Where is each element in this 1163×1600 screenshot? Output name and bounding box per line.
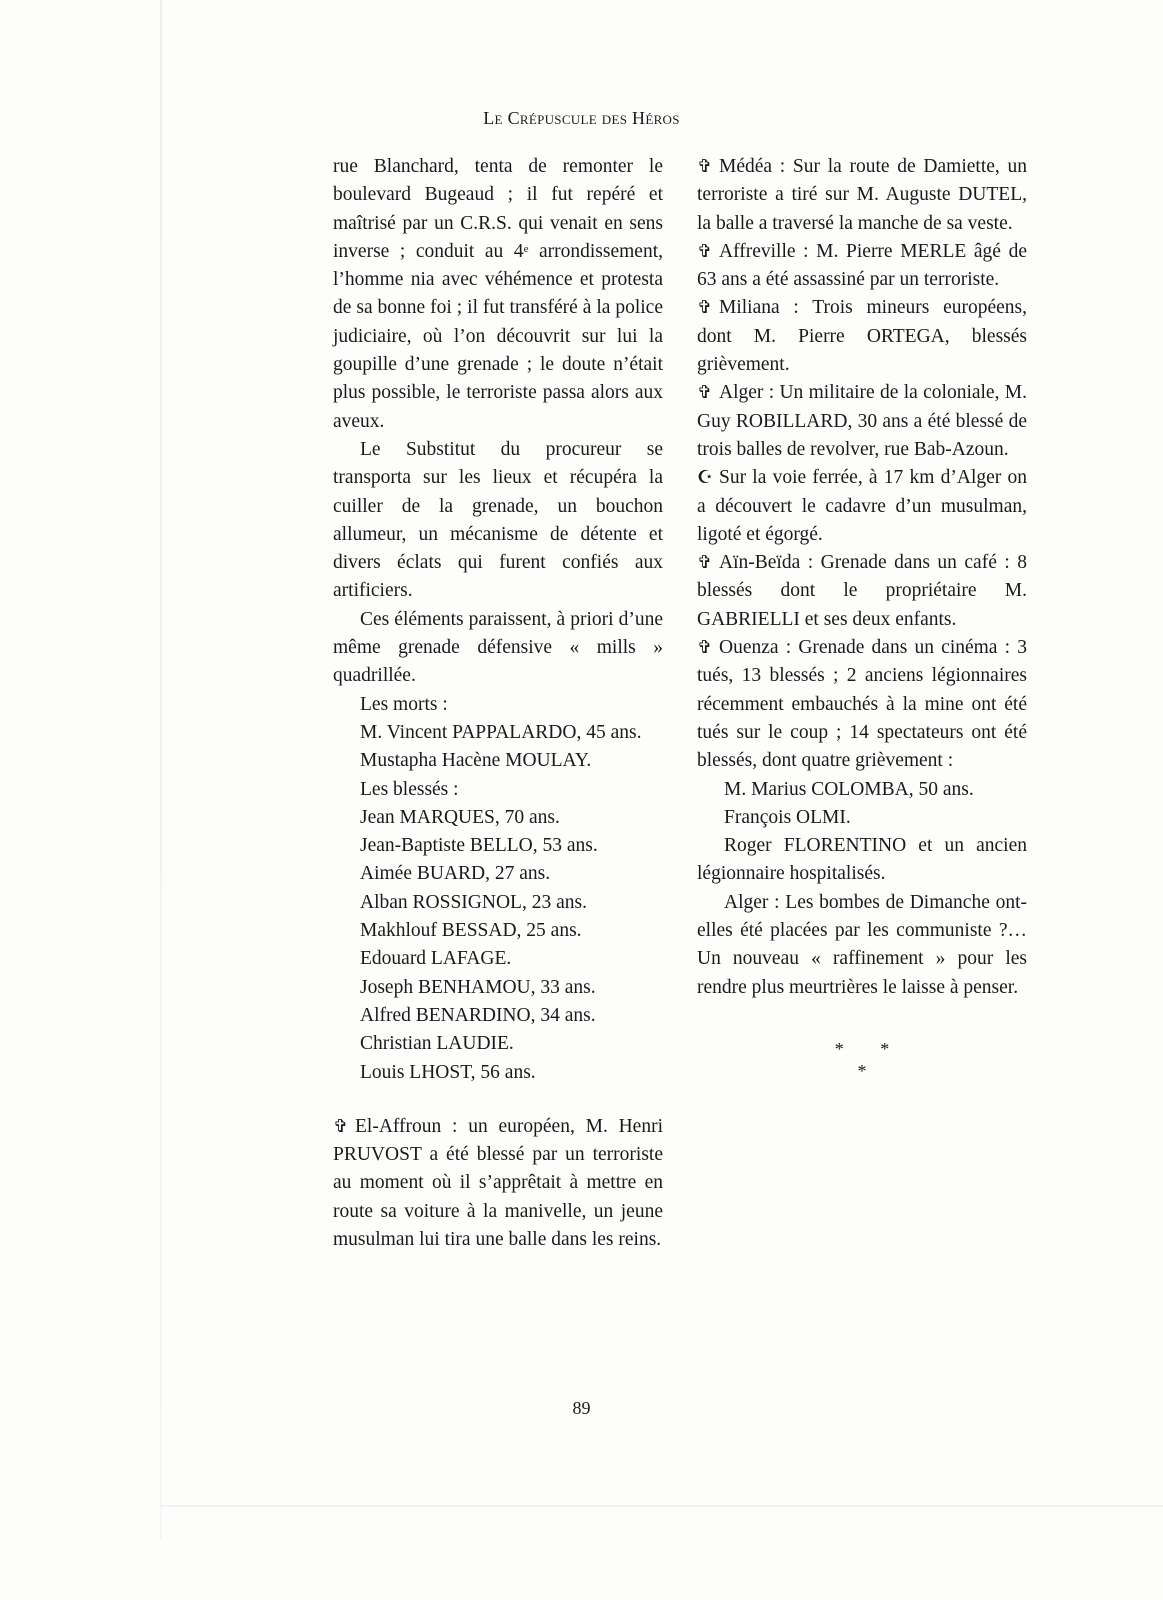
paragraph-arrest: rue Blanchard, tenta de remonter le boulevard Bugeaud ; il fut repéré et maîtrisé par un C.R.S. qui venait en sens inverse ; conduit au 4e arrondissement, l’homme nia avec véhémence et protesta de sa bonne foi ; il fut transféré à la police judiciaire, où l’on découvrit sur lui la goupille d’une grenade ; le doute n’était plus possible, le terroriste passa alors aux aveux. — [333, 156, 664, 432]
entry-miliana: ✞ Miliana : Trois mineurs européens, dont M. Pierre ORTEGA, blessés grièvement. — [697, 294, 1027, 379]
list-item: Makhlouf BESSAD, 25 ans. — [360, 920, 582, 942]
entry-alger-militaire: ✞ Alger : Un militaire de la coloniale, M. Guy ROBILLARD, 30 ans a été blessé de trois balles de revolver, rue Bab-Azoun. — [697, 379, 1027, 464]
list-item: Jean-Baptiste BELLO, 53 ans. — [360, 835, 598, 857]
list-item: Alfred BENARDINO, 34 ans. — [360, 1004, 596, 1026]
blesses-list — [333, 804, 663, 1087]
list-item: Christian LAUDIE. — [360, 1033, 514, 1055]
scan-edge — [160, 0, 162, 1540]
entry-affreville: ✞ Affreville : M. Pierre MERLE âgé de 63 ans a été assassiné par un terroriste. — [697, 238, 1027, 295]
morts-entry: Mustapha Hacène MOULAY. — [360, 750, 592, 772]
running-head: Le Crépuscule des Héros — [483, 108, 680, 128]
cross-icon: ✞ — [697, 240, 713, 262]
entry-medea: ✞ Médéa : Sur la route de Damiette, un terroriste a tiré sur M. Auguste DUTEL, la balle a traversé la manche de sa veste. — [697, 153, 1027, 238]
paragraph-substitut: Le Substitut du procureur se transporta sur les lieux et récupéra la cuiller de la grenade, un bouchon allumeur, un mécanisme de détente et divers éclats qui furent confiés aux artificiers. — [333, 438, 663, 602]
cross-icon: ✞ — [697, 156, 713, 177]
ouenza-victim: M. Marius COLOMBA, 50 ans. — [724, 778, 974, 800]
entry-el-affroun: ✞ El-Affroun : un européen, M. Henri PRUVOST a été blessé par un terroriste au moment où il s’apprêtait à mettre en route sa voiture à la manivelle, un jeune musulman lui tira une balle dans les reins. — [333, 1113, 663, 1254]
entry-alger-bombes: Alger : Les bombes de Dimanche ont-elles été placées par les communiste ?… Un nouveau « raffinement » pour les rendre plus meurtrières le laisse à penser. — [697, 891, 1027, 998]
list-item: Joseph BENHAMOU, 33 ans. — [360, 976, 596, 998]
paragraph-elements: Ces éléments paraissent, à priori d’une même grenade défensive « mills » quadrillée. — [333, 608, 663, 687]
list-item: Jean MARQUES, 70 ans. — [360, 806, 560, 828]
cross-icon: ✞ — [697, 552, 713, 574]
left-column — [333, 153, 663, 1254]
crescent-icon: ☪ — [697, 467, 714, 489]
cross-icon: ✞ — [333, 1115, 349, 1137]
morts-heading: Les morts : — [360, 693, 448, 715]
blesses-heading: Les blessés : — [360, 778, 459, 800]
list-item: Edouard LAFAGE. — [360, 948, 512, 970]
cross-icon: ✞ — [697, 297, 713, 319]
section-break-stars: * * * — [834, 1038, 906, 1081]
right-column — [697, 153, 1027, 1082]
ouenza-victim: François OLMI. — [724, 806, 851, 828]
scan-bottom-edge — [160, 1505, 1163, 1507]
list-item: Aimée BUARD, 27 ans. — [360, 863, 551, 885]
page-number: 89 — [572, 1398, 591, 1418]
entry-ouenza: ✞ Ouenza : Grenade dans un cinéma : 3 tués, 13 blessés ; 2 anciens légionnaires récemment embauchés à la mine ont été tués sur le coup ; 14 spectateurs ont été blessés, dont quatre grièvement : — [697, 634, 1027, 775]
entry-voie-ferree: ☪ Sur la voie ferrée, à 17 km d’Alger on a découvert le cadavre d’un musulman, ligoté et égorgé. — [697, 464, 1027, 549]
cross-icon: ✞ — [697, 382, 713, 404]
ouenza-victim: Roger FLORENTINO et un ancien légionnaire hospitalisés. — [697, 835, 1027, 885]
list-item: Louis LHOST, 56 ans. — [360, 1061, 536, 1083]
entry-ain-beida: ✞ Aïn-Beïda : Grenade dans un café : 8 blessés dont le propriétaire M. GABRIELLI et ses deux enfants. — [697, 549, 1027, 634]
cross-icon: ✞ — [697, 637, 713, 659]
morts-entry: M. Vincent PAPPALARDO, 45 ans. — [360, 721, 642, 743]
list-item: Alban ROSSIGNOL, 23 ans. — [360, 891, 587, 913]
